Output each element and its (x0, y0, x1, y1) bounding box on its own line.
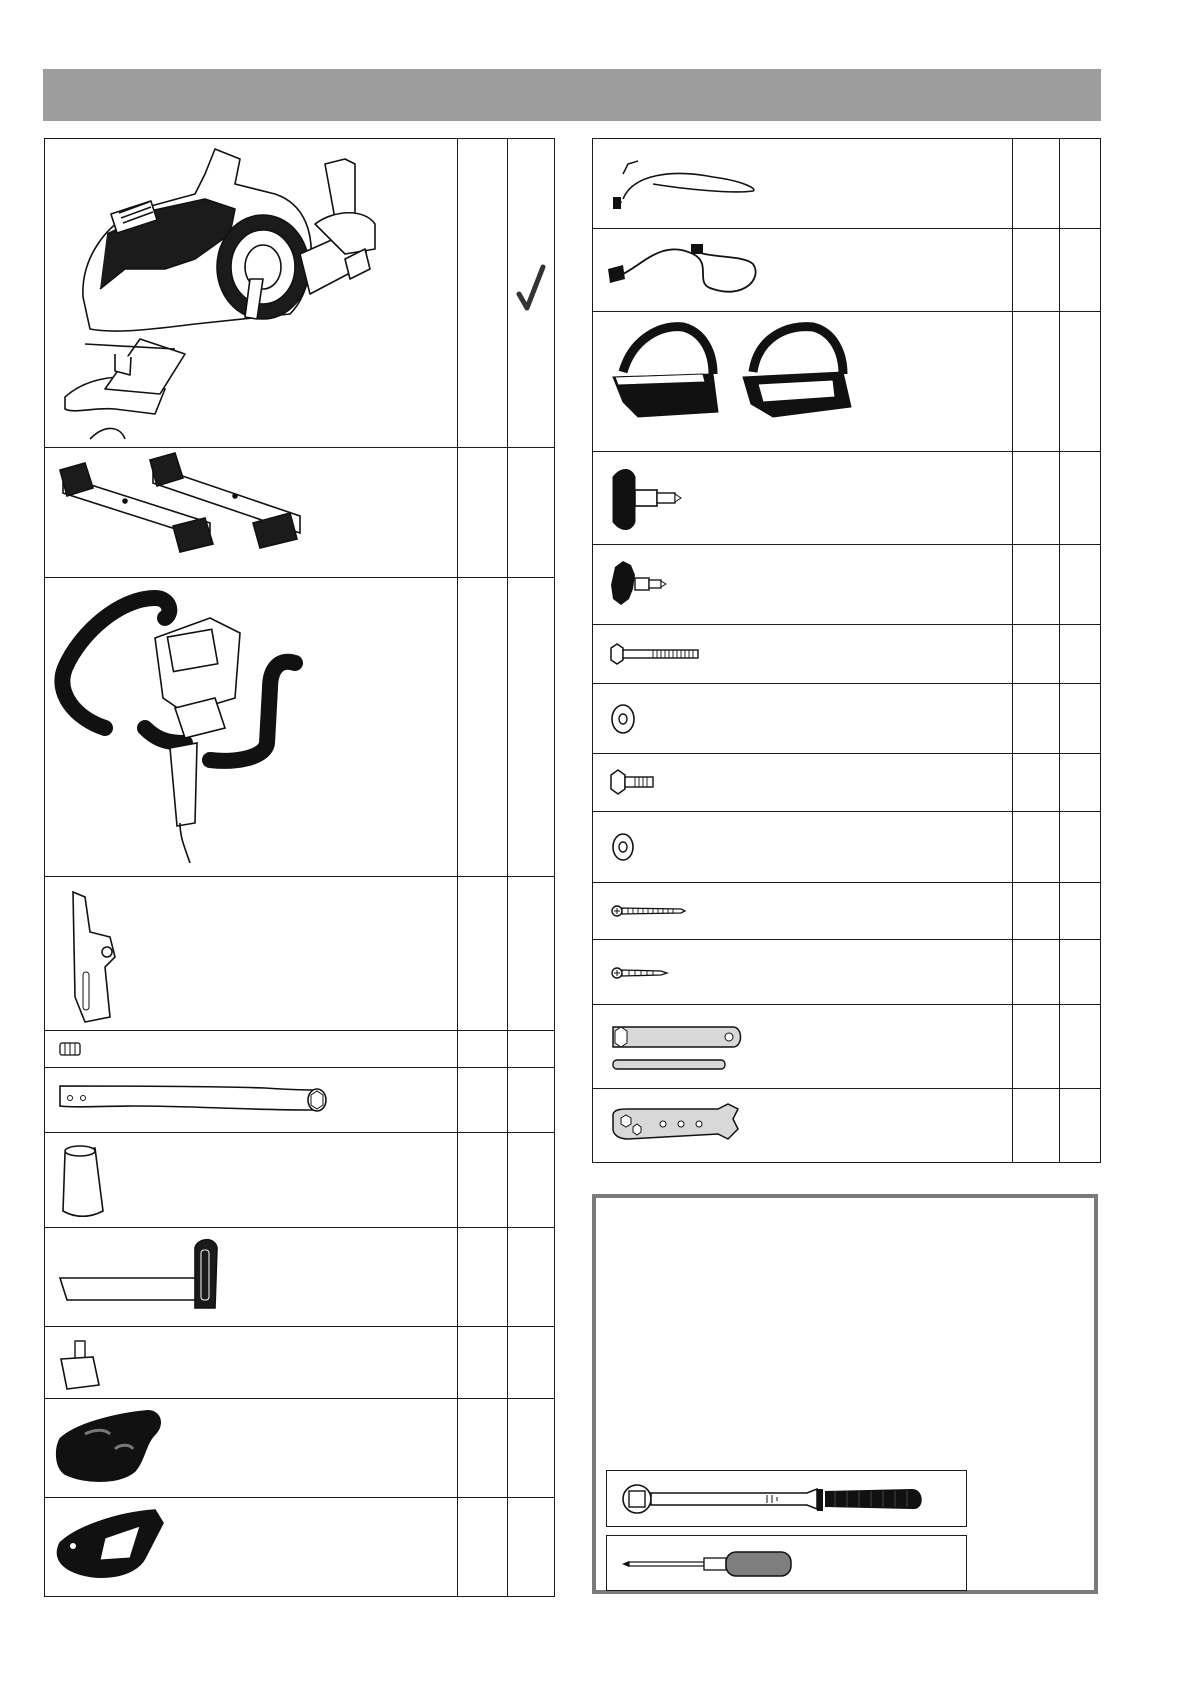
table-row (593, 1089, 1101, 1163)
table-row (593, 452, 1101, 545)
table-row (593, 684, 1101, 754)
adjustment-knob-icon (593, 452, 1013, 545)
table-row (45, 877, 555, 1031)
saddle-underside-icon (45, 1498, 458, 1597)
cover-bracket-icon (45, 877, 458, 1031)
end-cap-icon (45, 1031, 458, 1068)
parts-table-right (592, 138, 1101, 1163)
floor-stabilizers-icon (45, 448, 458, 578)
adapter-icon (45, 1327, 458, 1399)
bike-frame-icon (45, 139, 458, 448)
table-row (45, 578, 555, 877)
torque-wrench-icon (607, 1471, 968, 1528)
table-row (45, 1031, 555, 1068)
table-row (593, 940, 1101, 1005)
sleeve-icon (45, 1133, 458, 1228)
table-row (593, 754, 1101, 812)
allen-key-icon (593, 1005, 1013, 1089)
combination-wrench-icon (593, 1089, 1013, 1163)
tool-item (606, 1470, 967, 1527)
pedals-icon (593, 312, 1013, 452)
star-knob-icon (593, 545, 1013, 625)
short-screw-icon (593, 940, 1013, 1005)
checkmark-icon (516, 264, 546, 314)
table-row (593, 229, 1101, 312)
table-row (593, 625, 1101, 684)
table-row (45, 1228, 555, 1327)
tool-item (606, 1535, 967, 1591)
seat-post-tube-icon (45, 1068, 458, 1133)
long-bolt-icon (593, 625, 1013, 684)
washer-small-icon (593, 812, 1013, 883)
parts-table-left (44, 138, 555, 1597)
table-row (45, 139, 555, 448)
screwdriver-icon (607, 1536, 968, 1592)
table-row (45, 1068, 555, 1133)
table-row (593, 545, 1101, 625)
required-tools-box (592, 1194, 1098, 1594)
saddle-icon (45, 1399, 458, 1498)
power-cable-icon (593, 229, 1013, 312)
table-row (45, 448, 555, 578)
table-row (593, 1005, 1101, 1089)
section-header-bar (43, 69, 1101, 121)
table-row (593, 883, 1101, 940)
table-row (45, 1133, 555, 1228)
short-bolt-icon (593, 754, 1013, 812)
sensor-cable-icon (593, 139, 1013, 229)
table-row (593, 812, 1101, 883)
washer-large-icon (593, 684, 1013, 754)
table-row (593, 312, 1101, 452)
table-row (45, 1498, 555, 1597)
table-row (45, 1399, 555, 1498)
long-screw-icon (593, 883, 1013, 940)
table-row (45, 1327, 555, 1399)
handlebar-console-icon (45, 578, 458, 877)
slider-bar-icon (45, 1228, 458, 1327)
table-row (593, 139, 1101, 229)
